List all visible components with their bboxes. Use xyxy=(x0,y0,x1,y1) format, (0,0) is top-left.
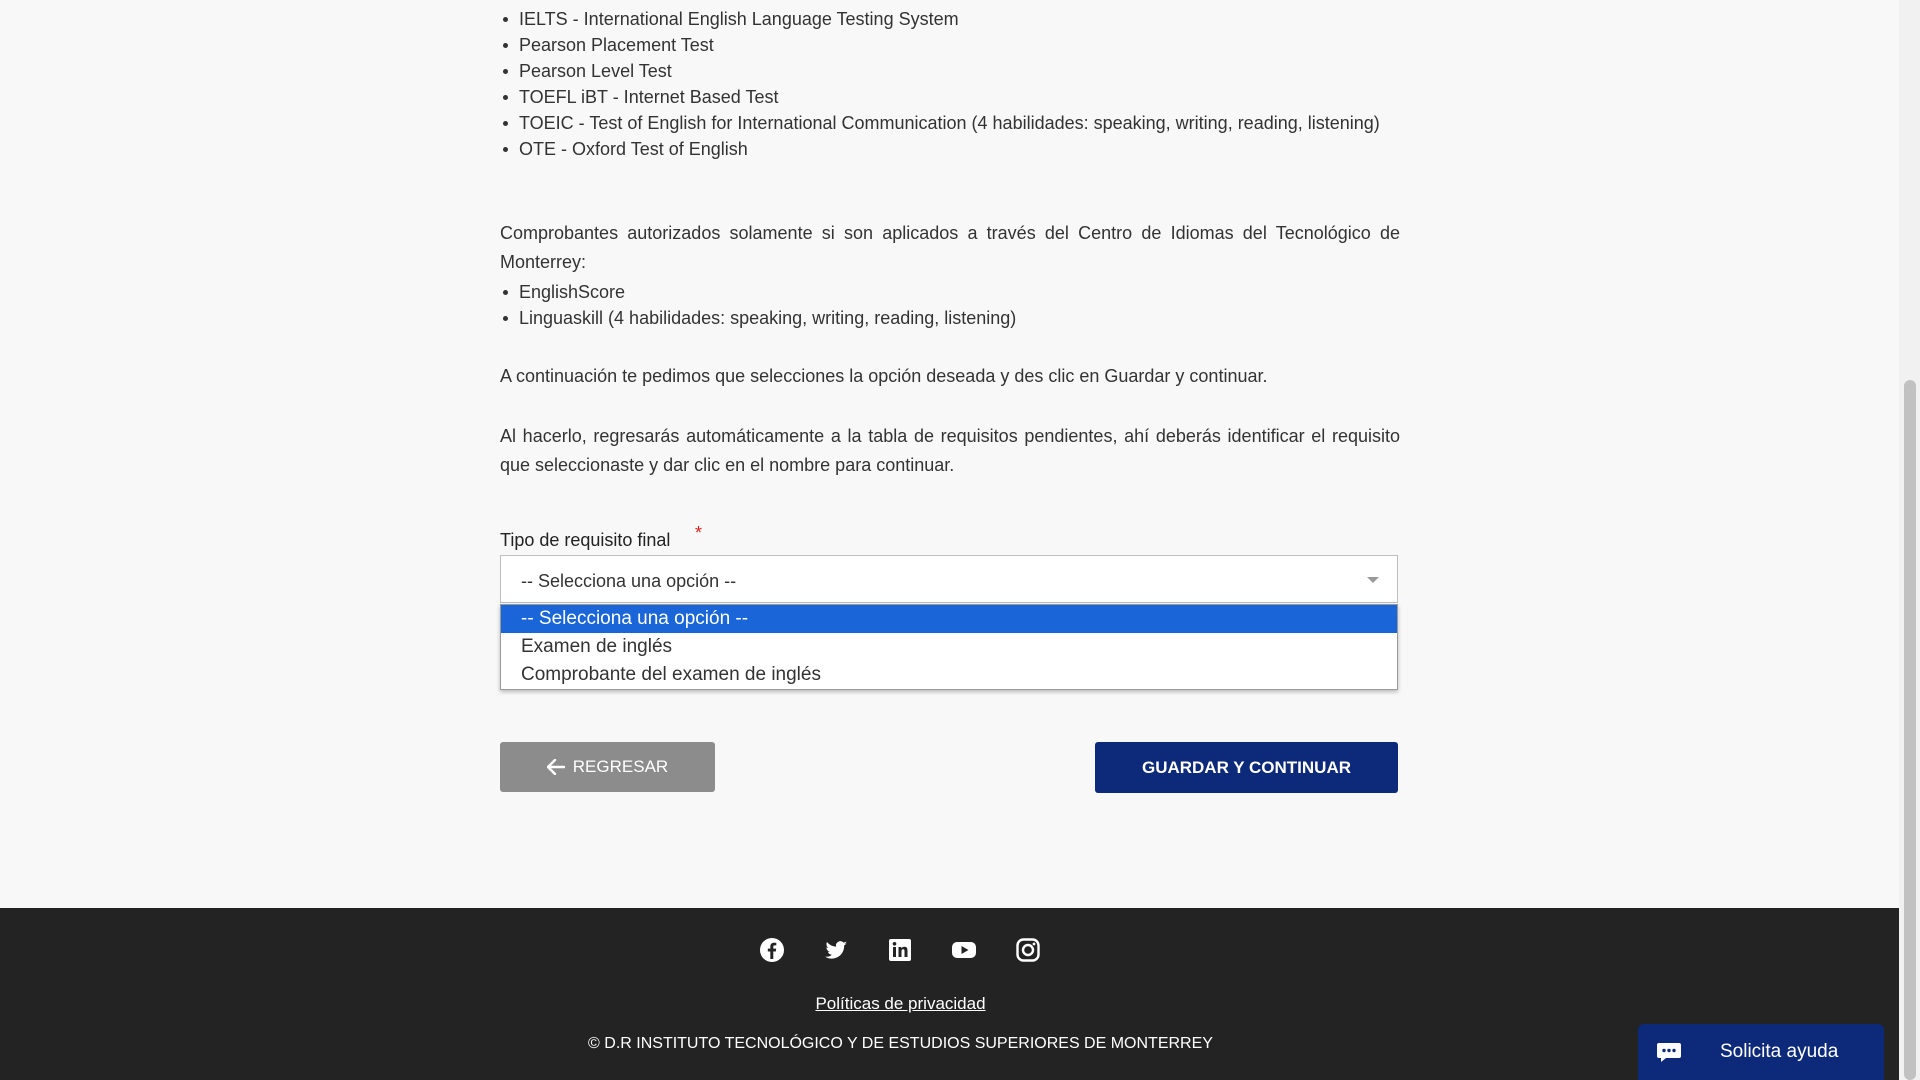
list-item: Pearson Placement Test xyxy=(500,32,1400,58)
twitter-icon[interactable] xyxy=(822,936,850,964)
save-button-label: GUARDAR Y CONTINUAR xyxy=(1141,757,1352,777)
list-item: TOEFL iBT - Internet Based Test xyxy=(500,84,1400,110)
option-english-exam[interactable]: Examen de inglés xyxy=(521,636,673,657)
clipped-list-item xyxy=(500,0,1400,1)
authorized-paragraph: Comprobantes autorizados solamente si son aplicados a través del Centro de Idiomas del Tecnológico de Monterrey: xyxy=(500,223,1400,272)
requirement-type-select[interactable] xyxy=(500,555,1398,603)
privacy-policy-link[interactable]: Políticas de privacidad xyxy=(815,994,986,1013)
back-button-label: REGRESAR xyxy=(572,757,669,776)
back-button[interactable] xyxy=(500,742,715,792)
list-item: Pearson Level Test xyxy=(500,58,1400,84)
arrow-left-icon xyxy=(547,759,565,775)
option-english-exam-proof[interactable]: Comprobante del examen de inglés xyxy=(521,664,821,685)
youtube-icon[interactable] xyxy=(950,936,978,964)
instagram-icon[interactable] xyxy=(1014,936,1042,964)
scrollbar-thumb[interactable] xyxy=(1904,380,1916,1080)
return-paragraph: Al hacerlo, regresarás automáticamente a la tabla de requisitos pendientes, ahí deberás identificar el requisito que seleccionaste y dar clic en el nombre para continuar. xyxy=(500,426,1400,475)
requirement-type-label: Tipo de requisito final xyxy=(500,530,671,550)
list-item: TOEIC - Test of English for International Communication (4 habilidades: speaking, writing, reading, listening) xyxy=(500,110,1400,136)
help-label: Solicita ayuda xyxy=(1720,1041,1839,1062)
facebook-icon[interactable] xyxy=(758,936,786,964)
required-asterisk: * xyxy=(695,523,703,543)
authorized-list xyxy=(500,279,1400,331)
requirement-type-dropdown[interactable] xyxy=(500,604,1398,690)
list-item: OTE - Oxford Test of English xyxy=(500,136,1400,162)
select-value: -- Selecciona una opción -- xyxy=(521,571,737,591)
list-item: EnglishScore xyxy=(500,279,1400,305)
copyright-text: © D.R INSTITUTO TECNOLÓGICO Y DE ESTUDIOS SUPERIORES DE MONTERREY xyxy=(588,1035,1213,1052)
linkedin-icon[interactable] xyxy=(886,936,914,964)
footer xyxy=(0,908,1899,1080)
social-links xyxy=(0,936,1849,964)
list-item: Linguaskill (4 habilidades: speaking, writing, reading, listening) xyxy=(500,305,1400,331)
chevron-down-icon xyxy=(1367,577,1379,583)
chat-icon xyxy=(1656,1041,1682,1063)
save-continue-button[interactable] xyxy=(1095,742,1398,793)
accepted-exams-list xyxy=(500,6,1400,162)
list-item: IELTS - International English Language Testing System xyxy=(500,6,1400,32)
instruction-paragraph: A continuación te pedimos que selecciones la opción deseada y des clic en Guardar y continuar. xyxy=(500,366,1268,386)
help-chat-button[interactable] xyxy=(1638,1024,1884,1080)
option-placeholder[interactable]: -- Selecciona una opción -- xyxy=(501,605,1397,633)
